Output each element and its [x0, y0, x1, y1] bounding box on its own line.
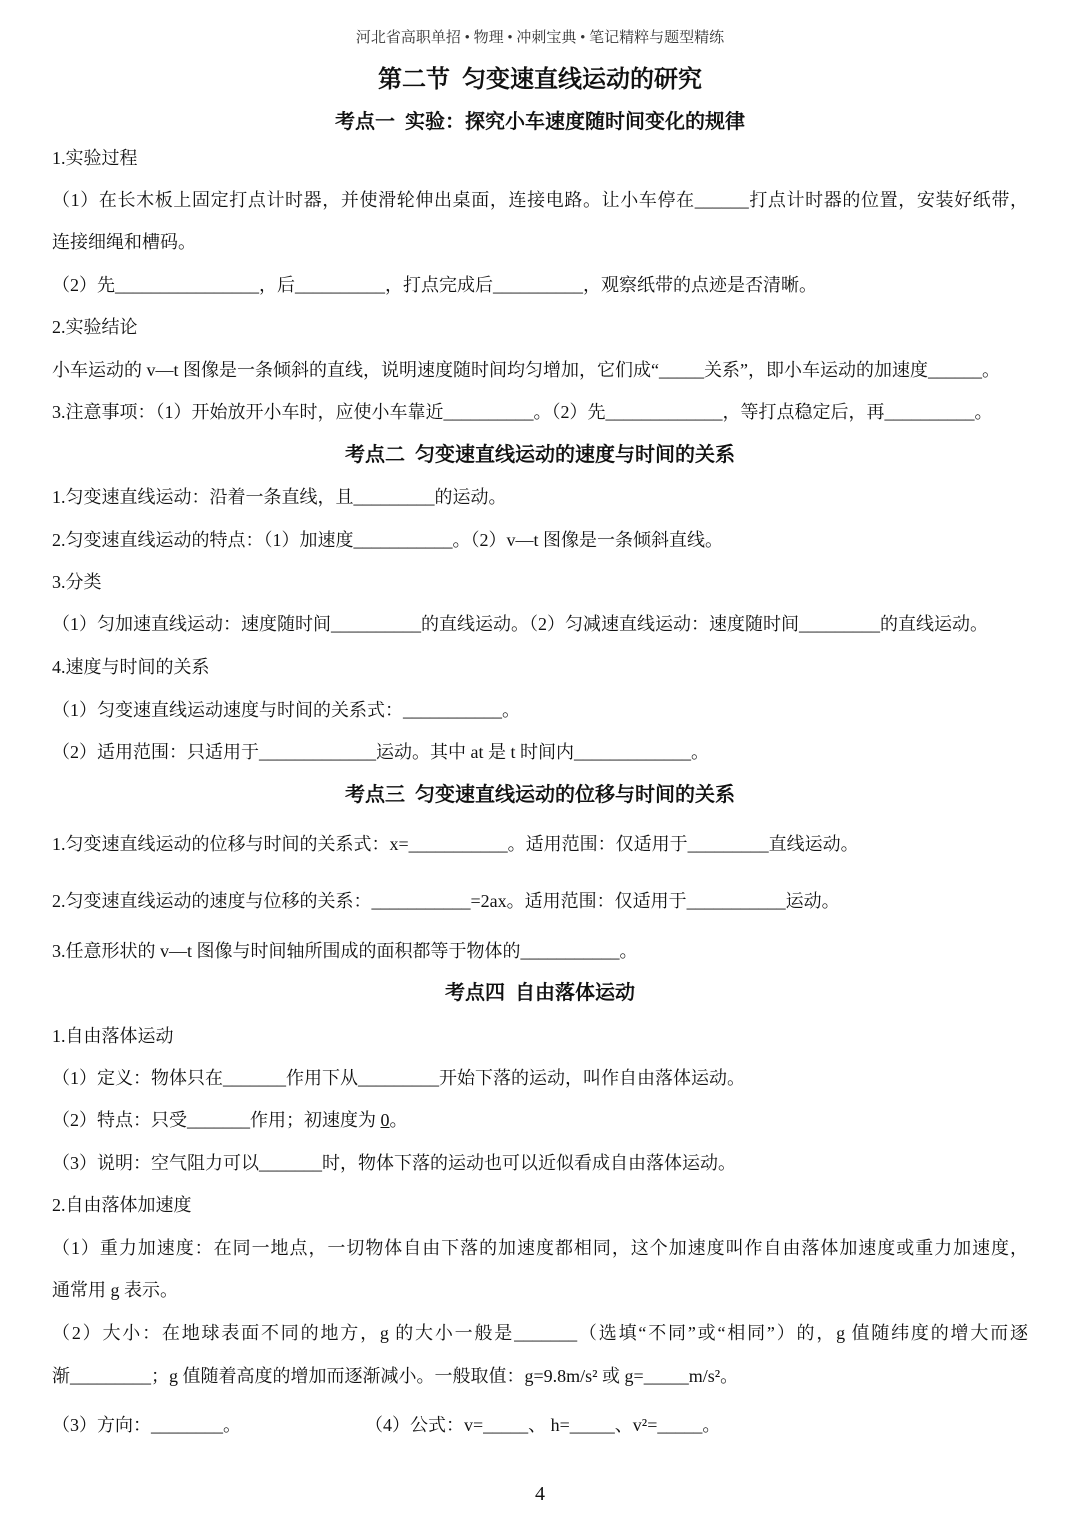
gravity-magnitude-line-2: 渐_________；g 值随着高度的增加而逐渐减小。一般取值：g=9.8m/s² 或 g=_____m/s²。	[52, 1366, 739, 1386]
free-fall-features-end: 。	[389, 1110, 408, 1130]
experiment-conclusion-text: 小车运动的 v—t 图像是一条倾斜的直线，说明速度随时间均匀增加，它们成“_____关系”，即小车运动的加速度______。	[52, 360, 1000, 380]
free-fall-definition: （1）定义：物体只在_______作用下从_________开始下落的运动，叫作自由落体运动。	[52, 1068, 745, 1088]
velocity-displacement-formula: 2.匀变速直线运动的速度与位移的关系：___________=2ax。适用范围：仅适用于___________运动。	[52, 891, 840, 911]
gravity-magnitude-line-1: （2）大小：在地球表面不同的地方，g 的大小一般是_______（选填“不同”或“相同”）的，g 值随纬度的增大而逐	[52, 1323, 1028, 1343]
experiment-process-label: 1.实验过程	[52, 148, 138, 168]
section-title: 第二节 匀变速直线运动的研究	[378, 67, 702, 93]
gravity-accel-line-2: 通常用 g 表示。	[52, 1280, 178, 1300]
classification-text: （1）匀加速直线运动：速度随时间__________的直线运动。（2）匀减速直线运动：速度随时间_________的直线运动。	[52, 614, 988, 634]
free-fall-formulas: （4）公式：v=_____、 h=_____、v²=_____。	[365, 1415, 721, 1435]
topic-3-heading: 考点三 匀变速直线运动的位移与时间的关系	[345, 784, 735, 806]
displacement-time-formula: 1.匀变速直线运动的位移与时间的关系式：x=___________。适用范围：仅适用于_________直线运动。	[52, 834, 859, 854]
uniform-accel-definition: 1.匀变速直线运动：沿着一条直线，且_________的运动。	[52, 487, 507, 507]
velocity-time-scope: （2）适用范围：只适用于_____________运动。其中 at 是 t 时间内_____________。	[52, 742, 709, 762]
experiment-step-1-line-2: 连接细绳和槽码。	[52, 232, 196, 252]
experiment-conclusion-label: 2.实验结论	[52, 317, 138, 337]
free-fall-accel-label: 2.自由落体加速度	[52, 1195, 192, 1215]
velocity-time-formula: （1）匀变速直线运动速度与时间的关系式：___________。	[52, 700, 520, 720]
gravity-accel-line-1: （1）重力加速度：在同一地点，一切物体自由下落的加速度都相同，这个加速度叫作自由落体加速度或重力加速度，	[52, 1238, 1028, 1258]
topic-2-heading: 考点二 匀变速直线运动的速度与时间的关系	[345, 444, 735, 466]
free-fall-label: 1.自由落体运动	[52, 1026, 174, 1046]
initial-velocity-value: 0	[380, 1110, 390, 1130]
classification-label: 3.分类	[52, 572, 102, 592]
topic-4-heading: 考点四 自由落体运动	[445, 982, 635, 1004]
topic-1-heading: 考点一 实验：探究小车速度随时间变化的规律	[335, 111, 745, 133]
page-number: 4	[535, 1483, 545, 1505]
free-fall-features	[52, 1105, 1028, 1135]
running-header: 河北省高职单招 • 物理 • 冲刺宝典 • 笔记精粹与题型精练	[355, 30, 725, 46]
vt-graph-area: 3.任意形状的 v—t 图像与时间轴所围成的面积都等于物体的___________。	[52, 941, 638, 961]
experiment-step-1-line-1: （1）在长木板上固定打点计时器，并使滑轮伸出桌面，连接电路。让小车停在______打点计时器的位置，安装好纸带，	[52, 190, 1028, 210]
experiment-step-2: （2）先________________，后__________，打点完成后__________，观察纸带的点迹是否清晰。	[52, 275, 817, 295]
uniform-accel-features: 2.匀变速直线运动的特点：（1）加速度___________。（2）v—t 图像是一条倾斜直线。	[52, 530, 723, 550]
free-fall-features-text: （2）特点：只受_______作用；初速度为	[52, 1110, 381, 1130]
gravity-direction: （3）方向：________。	[52, 1415, 241, 1435]
experiment-notes: 3.注意事项：（1）开始放开小车时，应使小车靠近__________。（2）先_____________，等打点稳定后，再__________。	[52, 402, 993, 422]
velocity-time-label: 4.速度与时间的关系	[52, 657, 210, 677]
free-fall-note: （3）说明：空气阻力可以_______时，物体下落的运动也可以近似看成自由落体运动。	[52, 1153, 736, 1173]
